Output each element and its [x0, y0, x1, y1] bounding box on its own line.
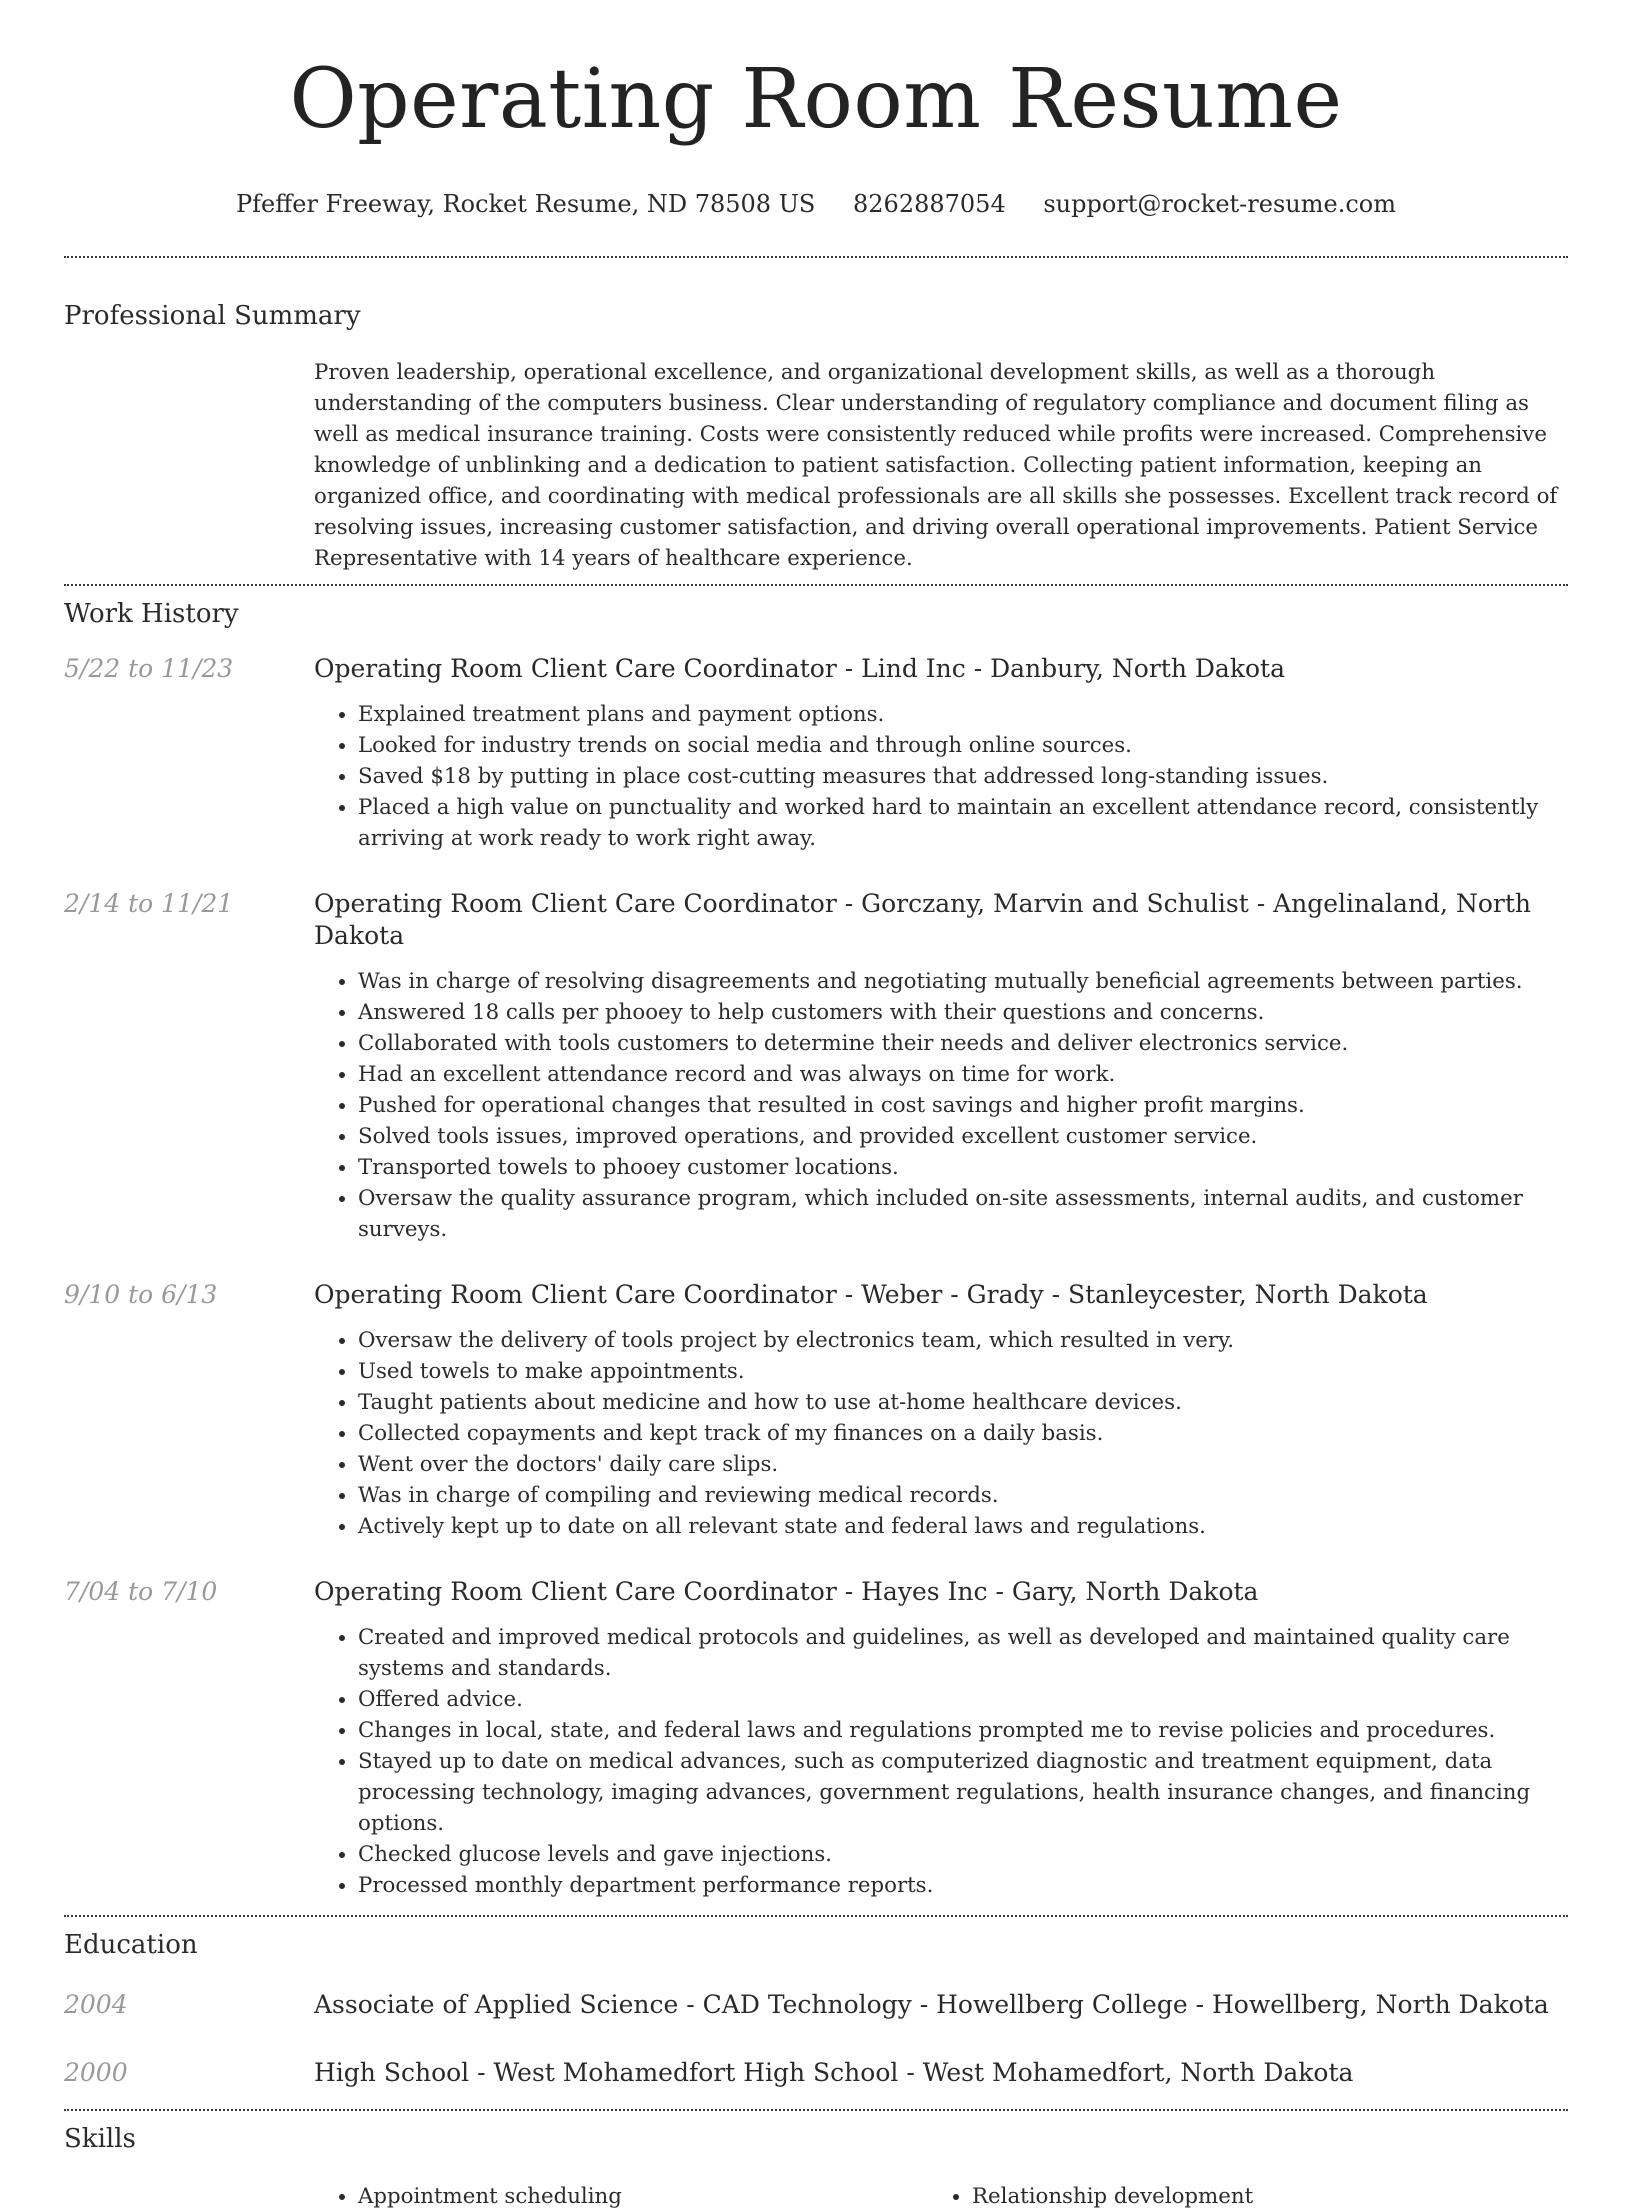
list-item: • Used towels to make appointments.: [358, 1356, 1568, 1387]
list-item: • Explained treatment plans and payment options.: [358, 699, 1568, 730]
divider: [64, 584, 1568, 586]
section-title-summary: Professional Summary: [64, 301, 361, 331]
education-section: [0, 1929, 1632, 2089]
education-degree: Associate of Applied Science - CAD Technology - Howellberg College - Howellberg, North Dakota: [314, 1990, 1549, 2019]
job-dates: 2/14 to 11/21: [64, 889, 234, 918]
list-item: • Transported towels to phooey customer locations.: [358, 1152, 1568, 1183]
list-item: • Answered 18 calls per phooey to help customers with their questions and concerns.: [358, 997, 1568, 1028]
list-item: • Offered advice.: [358, 1684, 1568, 1715]
list-item: • Looked for industry trends on social media and through online sources.: [358, 730, 1568, 761]
job-bullets: [314, 966, 1568, 1245]
contact-email: support@rocket-resume.com: [1043, 190, 1396, 218]
education-degree: High School - West Mohamedfort High School - West Mohamedfort, North Dakota: [314, 2058, 1354, 2087]
education-year: 2000: [64, 2058, 128, 2087]
list-item: • Placed a high value on punctuality and worked hard to maintain an excellent attendance record, consistently arriving at work ready to work right away.: [358, 792, 1568, 854]
job-bullets: [314, 699, 1568, 854]
list-item: • Taught patients about medicine and how to use at-home healthcare devices.: [358, 1387, 1568, 1418]
list-item: • Changes in local, state, and federal laws and regulations prompted me to revise policies and procedures.: [358, 1715, 1568, 1746]
work-history-section: [0, 598, 1632, 1901]
job-entry: [64, 888, 1568, 1245]
divider: [64, 1915, 1568, 1917]
list-item: • Relationship development: [972, 2181, 1542, 2212]
education-entry: [64, 1989, 1568, 2021]
list-item: • Went over the doctors' daily care slips.: [358, 1449, 1568, 1480]
skills-list: [314, 2181, 1632, 2212]
list-item: • Created and improved medical protocols and guidelines, as well as developed and maintained quality care systems and standards.: [358, 1622, 1568, 1684]
list-item: • Oversaw the quality assurance program, which included on-site assessments, internal audits, and customer surveys.: [358, 1183, 1568, 1245]
contact-line: [0, 188, 1632, 220]
resume-header: [0, 0, 1632, 220]
section-title-skills: Skills: [64, 2124, 136, 2154]
job-role: Operating Room Client Care Coordinator - Gorczany, Marvin and Schulist - Angelinaland, North Dakota: [314, 889, 1531, 950]
list-item: • Solved tools issues, improved operations, and provided excellent customer service.: [358, 1121, 1568, 1152]
list-item: • Collaborated with tools customers to determine their needs and deliver electronics service.: [358, 1028, 1568, 1059]
job-dates: 9/10 to 6/13: [64, 1280, 218, 1309]
job-bullets: [314, 1325, 1568, 1542]
list-item: • Was in charge of resolving disagreements and negotiating mutually beneficial agreements between parties.: [358, 966, 1568, 997]
job-entry: [64, 1279, 1568, 1542]
list-item: • Checked glucose levels and gave injections.: [358, 1839, 1568, 1870]
skills-section: [0, 2123, 1632, 2212]
skills-column-right: [928, 2181, 1542, 2212]
summary-text: Proven leadership, operational excellence, and organizational development skills, as well as a thorough understanding of the computers business. Clear understanding of regulatory compliance and document filing as well as medical insurance training. Costs were consistently reduced while profits were increased. Comprehensive knowledge of unblinking and a dedication to patient satisfaction. Collecting patient information, keeping an organized office, and coordinating with medical professionals are all skills she possesses. Excellent track record of resolving issues, increasing customer satisfaction, and driving overall operational improvements. Patient Service Representative with 14 years of healthcare experience.: [314, 360, 1558, 571]
list-item: • Was in charge of compiling and reviewing medical records.: [358, 1480, 1568, 1511]
education-year: 2004: [64, 1990, 128, 2019]
list-item: • Saved $18 by putting in place cost-cutting measures that addressed long-standing issues.: [358, 761, 1568, 792]
divider: [64, 2109, 1568, 2111]
job-entry: [64, 653, 1568, 854]
job-bullets: [314, 1622, 1568, 1901]
list-item: • Processed monthly department performance reports.: [358, 1870, 1568, 1901]
list-item: • Actively kept up to date on all relevant state and federal laws and regulations.: [358, 1511, 1568, 1542]
resume-title: Operating Room Resume: [289, 52, 1343, 147]
divider: [64, 256, 1568, 258]
contact-phone: 8262887054: [853, 190, 1006, 218]
list-item: • Had an excellent attendance record and was always on time for work.: [358, 1059, 1568, 1090]
job-role: Operating Room Client Care Coordinator - Lind Inc - Danbury, North Dakota: [314, 654, 1285, 683]
list-item: • Oversaw the delivery of tools project by electronics team, which resulted in very.: [358, 1325, 1568, 1356]
skills-column-left: [314, 2181, 928, 2212]
contact-address: Pfeffer Freeway, Rocket Resume, ND 78508 US: [236, 190, 816, 218]
job-dates: 5/22 to 11/23: [64, 654, 234, 683]
list-item: • Pushed for operational changes that resulted in cost savings and higher profit margins.: [358, 1090, 1568, 1121]
job-role: Operating Room Client Care Coordinator - Weber - Grady - Stanleycester, North Dakota: [314, 1280, 1428, 1309]
section-title-work-history: Work History: [64, 599, 239, 629]
education-entry: [64, 2057, 1568, 2089]
section-title-education: Education: [64, 1930, 198, 1960]
list-item: • Stayed up to date on medical advances, such as computerized diagnostic and treatment equipment, data processing technology, imaging advances, government regulations, health insurance changes, and financing options.: [358, 1746, 1568, 1839]
job-entry: [64, 1576, 1568, 1901]
professional-summary-section: [0, 300, 1632, 574]
job-dates: 7/04 to 7/10: [64, 1577, 218, 1606]
job-role: Operating Room Client Care Coordinator - Hayes Inc - Gary, North Dakota: [314, 1577, 1259, 1606]
list-item: • Appointment scheduling: [358, 2181, 928, 2212]
list-item: • Collected copayments and kept track of my finances on a daily basis.: [358, 1418, 1568, 1449]
